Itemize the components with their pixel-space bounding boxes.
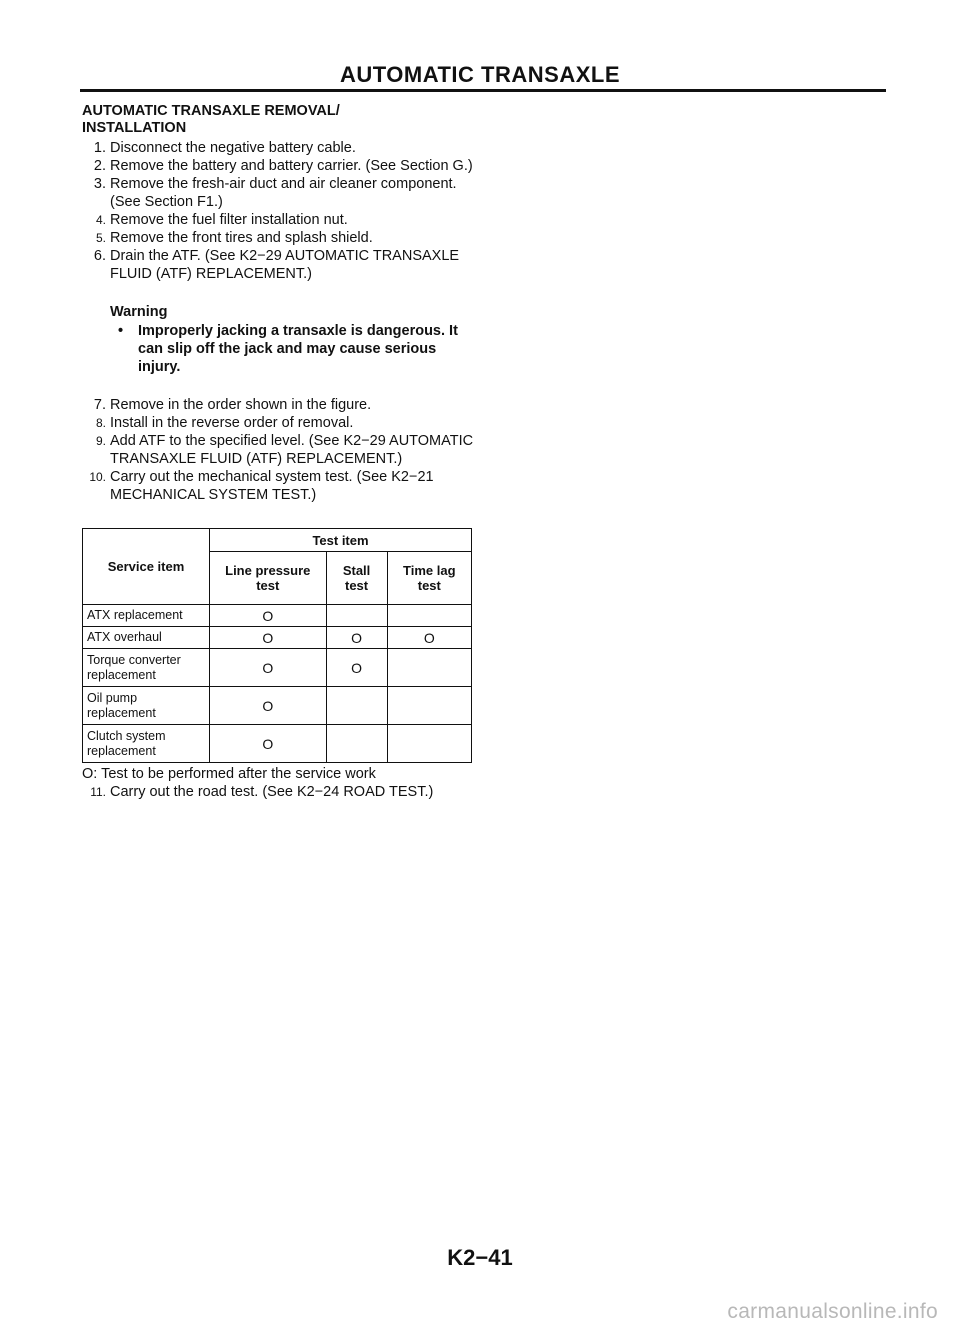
step-text: Carry out the mechanical system test. (See K2−21 MECHANICAL SYSTEM TEST.) bbox=[110, 469, 434, 503]
step-text: Install in the reverse order of removal. bbox=[110, 415, 354, 431]
warning-box bbox=[110, 303, 482, 376]
steps-list-part2 bbox=[82, 396, 482, 504]
stall-mark bbox=[326, 725, 387, 763]
line-pressure-mark: O bbox=[210, 627, 327, 649]
step-item bbox=[82, 783, 482, 801]
step-item bbox=[82, 414, 482, 432]
line-pressure-mark: O bbox=[210, 725, 327, 763]
table-row bbox=[83, 649, 472, 687]
step-number: 8. bbox=[95, 416, 106, 430]
table-row bbox=[83, 687, 472, 725]
line-pressure-mark: O bbox=[210, 649, 327, 687]
step-text: Carry out the road test. (See K2−24 ROAD TEST.) bbox=[110, 784, 434, 800]
step-item bbox=[82, 432, 482, 468]
service-item-header: Service item bbox=[83, 529, 210, 605]
service-item-cell: ATX overhaul bbox=[83, 627, 210, 649]
time-lag-mark bbox=[387, 687, 471, 725]
table-row bbox=[83, 605, 472, 627]
step-number: 6. bbox=[93, 248, 106, 264]
service-test-table bbox=[82, 528, 472, 763]
section-title bbox=[82, 103, 482, 137]
table-legend: O: Test to be performed after the service work bbox=[82, 766, 376, 782]
time-lag-mark bbox=[387, 605, 471, 627]
step-text: Drain the ATF. (See K2−29 AUTOMATIC TRANSAXLE FLUID (ATF) REPLACEMENT.) bbox=[110, 248, 460, 282]
step-item bbox=[82, 229, 482, 247]
step-text: Remove the fuel filter installation nut. bbox=[110, 212, 348, 228]
header-rule bbox=[80, 89, 886, 92]
step-number: 2. bbox=[93, 158, 106, 174]
step-number: 10. bbox=[89, 470, 106, 484]
page-header-title: AUTOMATIC TRANSAXLE bbox=[339, 62, 620, 87]
step-number: 3. bbox=[93, 176, 106, 192]
steps-list-part1 bbox=[82, 139, 482, 283]
step-number: 5. bbox=[95, 231, 106, 245]
section-title-line2: INSTALLATION bbox=[82, 120, 187, 136]
service-item-cell: Clutch system replacement bbox=[83, 725, 210, 763]
step-number: 11. bbox=[90, 785, 106, 799]
stall-mark: O bbox=[326, 649, 387, 687]
service-item-cell: ATX replacement bbox=[83, 605, 210, 627]
column-header-line-pressure: Line pressure test bbox=[210, 552, 327, 605]
table-row bbox=[83, 627, 472, 649]
line-pressure-mark: O bbox=[210, 605, 327, 627]
step-item bbox=[82, 175, 482, 211]
time-lag-mark: O bbox=[387, 627, 471, 649]
step-number: 9. bbox=[95, 434, 106, 448]
step-number: 4. bbox=[95, 213, 106, 227]
service-item-cell: Torque converter replacement bbox=[83, 649, 210, 687]
step-item bbox=[82, 468, 482, 504]
bullet-icon: • bbox=[118, 323, 124, 339]
steps-list-part3 bbox=[82, 783, 482, 801]
section-title-line1: AUTOMATIC TRANSAXLE REMOVAL/ bbox=[82, 103, 340, 119]
step-text: Remove the battery and battery carrier. (See Section G.) bbox=[110, 158, 473, 174]
stall-mark bbox=[326, 605, 387, 627]
stall-mark bbox=[326, 687, 387, 725]
stall-mark: O bbox=[326, 627, 387, 649]
step-item bbox=[82, 396, 482, 414]
warning-text: Improperly jacking a transaxle is dangerous. It can slip off the jack and may cause serious injury. bbox=[138, 323, 458, 375]
test-item-header: Test item bbox=[210, 529, 472, 552]
step-text: Remove in the order shown in the figure. bbox=[110, 397, 372, 413]
warning-title: Warning bbox=[110, 304, 168, 320]
main-content bbox=[82, 103, 482, 801]
step-item bbox=[82, 157, 482, 175]
step-number: 1. bbox=[93, 140, 106, 156]
service-item-cell: Oil pump replacement bbox=[83, 687, 210, 725]
step-number: 7. bbox=[93, 397, 106, 413]
column-header-stall: Stall test bbox=[326, 552, 387, 605]
step-text: Disconnect the negative battery cable. bbox=[110, 140, 356, 156]
column-header-time-lag: Time lag test bbox=[387, 552, 471, 605]
watermark: carmanualsonline.info bbox=[727, 1300, 938, 1323]
step-item bbox=[82, 139, 482, 157]
step-item bbox=[82, 211, 482, 229]
page-number: K2−41 bbox=[447, 1245, 513, 1270]
warning-item bbox=[114, 322, 482, 376]
step-text: Remove the front tires and splash shield. bbox=[110, 230, 373, 246]
time-lag-mark bbox=[387, 649, 471, 687]
table-row bbox=[83, 725, 472, 763]
line-pressure-mark: O bbox=[210, 687, 327, 725]
step-text: Add ATF to the specified level. (See K2−29 AUTOMATIC TRANSAXLE FLUID (ATF) REPLACEMENT.) bbox=[110, 433, 474, 467]
step-item bbox=[82, 247, 482, 283]
step-text: Remove the fresh-air duct and air cleaner component. (See Section F1.) bbox=[110, 176, 457, 210]
time-lag-mark bbox=[387, 725, 471, 763]
